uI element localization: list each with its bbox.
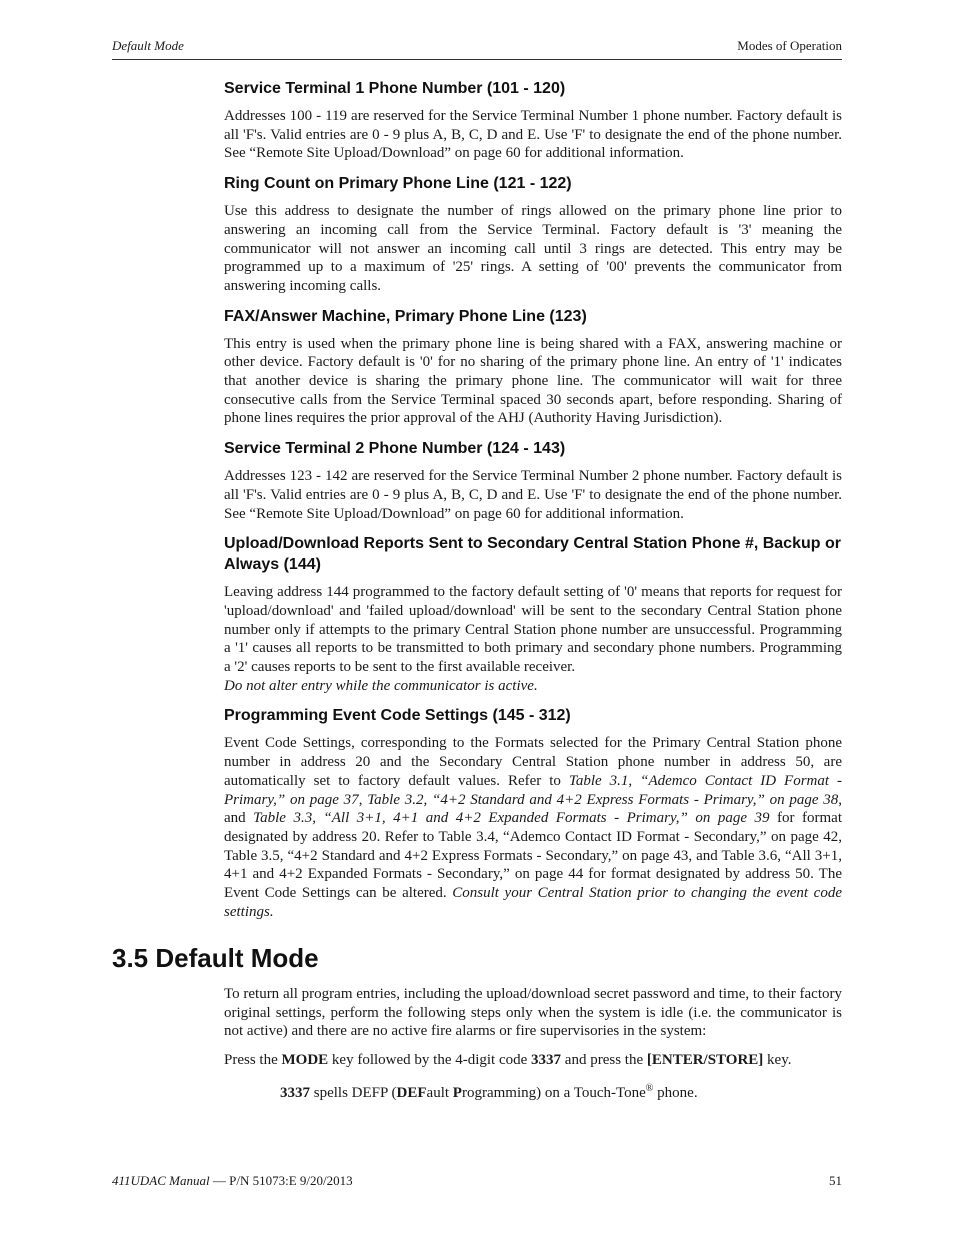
para-fax-answer: This entry is used when the primary phone line is being shared with a FAX, answering machine or other device. Factory default is '0' for no sharing of the primary phone line. An entry of '1' indicates that another device is sharing the primary phone line. The communicator will wait for three consecutive calls from the Service Terminal spaced 30 seconds apart, before responding. Sharing of phone lines requires the prior approval of the AHJ (Authority Having Jurisdiction). [224,335,842,427]
spell-text-4: phone. [653,1084,698,1101]
press-text-3: and press the [561,1052,647,1069]
enter-store-key-label: [ENTER/STORE] [646,1052,764,1069]
main-content [224,78,842,932]
link-table-3-3[interactable]: Table 3.3, “All 3+1, 4+1 and 4+2 Expanded Formats - Primary,” on page 39 [253,810,770,827]
link-table-3-2[interactable]: Table 3.2, “4+2 Standard and 4+2 Express Formats - Primary,” on page 38 [367,791,839,808]
link-table-3-1[interactable]: Table 3.1, “Ademco Contact ID Format - Primary,” on page 37 [224,772,842,808]
header-section-title: Modes of Operation [737,38,842,53]
spell-code: 3337 [280,1084,310,1101]
heading-upload-download-reports: Upload/Download Reports Sent to Secondary Central Station Phone #, Backup or Always (144) [224,535,841,574]
spell-p: P [452,1084,462,1101]
header-chapter-title: Default Mode [112,38,184,53]
para-service-terminal-1: Addresses 100 - 119 are reserved for the Service Terminal Number 1 phone number. Factory default is all 'F's. Valid entries are 0 - 9 plus A, B, C, D and E. Use 'F' to designate the end of the phone number. See “Remote Site Upload/Download” on page 60 for additional information. [224,108,842,162]
page-number: 51 [829,1173,842,1188]
para-service-terminal-2: Addresses 123 - 142 are reserved for the Service Terminal Number 2 phone number. Factory default is all 'F's. Valid entries are 0 - 9 plus A, B, C, D and E. Use 'F' to designate the end of the phone number. See “Remote Site Upload/Download” on page 60 for additional information. [224,468,842,522]
code-3337: 3337 [531,1052,562,1069]
event-consult-note: Consult your Central Station prior to changing the event code settings. [224,885,842,920]
para-event-code-settings [224,734,842,921]
press-text-4: key. [763,1052,792,1069]
event-text-4: for format designated by address 20. Refer to Table 3.4, “Ademco Contact ID Format - Secondary,” on page 42, Table 3.5, “4+2 Standard and 4+2 Express Formats - Secondary,” on page 43, and Table 3.6, “All 3+1, 4+1 and 4+2 Expanded Formats - Secondary,” on page 44 for format designated by address 50. The Event Code Settings can be altered. [224,810,842,902]
footer-manual-title: 411UDAC Manual [112,1173,210,1188]
spell-text-2: ault [426,1084,453,1101]
section-title-default-mode: 3.5 Default Mode [112,943,319,973]
heading-service-terminal-2: Service Terminal 2 Phone Number (124 - 143) [224,440,566,458]
para-ring-count: Use this address to designate the number of rings allowed on the primary phone line prior to answering an incoming call from the Service Terminal. Factory default is '3' meaning the communicator will not answer an incoming call until 3 rings are detected. This entry may be programmed up to a maximum of '25' rings. A setting of '00' prevents the communicator from answering incoming calls. [224,203,842,294]
heading-ring-count: Ring Count on Primary Phone Line (121 - 122) [224,175,572,193]
para-default-mode-intro: To return all program entries, including the upload/download secret password and time, to their factory original settings, perform the following steps only when the system is idle (i.e. the communicator is not active) and there are no active fire alarms or fire supervisories in the system: [224,986,842,1040]
default-mode-content [224,985,842,1113]
para-press-mode [224,1051,842,1070]
registered-mark: ® [645,1082,654,1094]
footer-doc-info [112,1173,353,1189]
heading-event-code-settings: Programming Event Code Settings (145 - 312) [224,707,571,725]
spell-text-3: rogramming) on a Touch-Tone [461,1084,646,1101]
para-3337-spells [280,1080,842,1103]
spell-text-1: spells DEFP ( [310,1084,397,1101]
para-upload-download-reports: Leaving address 144 programmed to the factory default setting of '0' means that reports for request for 'upload/download' and 'failed upload/download' will be sent to the secondary Central Station phone number only if attempts to the primary Central Station phone number are unsuccessful. Programming a '1' causes all reports to be transmitted to both primary and secondary phone numbers. Programming a '2' causes reports to be sent to the first available receiver. [224,584,842,676]
press-text-2: key followed by the 4-digit code [328,1052,532,1069]
spell-def: DEF [396,1084,427,1101]
page-header [112,37,842,60]
press-text-1: Press the [224,1052,282,1069]
event-text-2: , [358,791,368,808]
event-text-1: Event Code Settings, corresponding to the Formats selected for the Primary Central Station phone number in address 20 and the Secondary Central Station phone number in address 50, are automatically set to factory default values. Refer to [224,735,842,789]
note-do-not-alter: Do not alter entry while the communicator is active. [224,677,538,694]
footer-part-number: — P/N 51073:E 9/20/2013 [209,1173,353,1188]
mode-key-label: MODE [281,1052,329,1069]
heading-service-terminal-1: Service Terminal 1 Phone Number (101 - 120) [224,80,566,97]
event-text-3: , and [224,791,843,827]
heading-fax-answer: FAX/Answer Machine, Primary Phone Line (123) [224,307,587,325]
